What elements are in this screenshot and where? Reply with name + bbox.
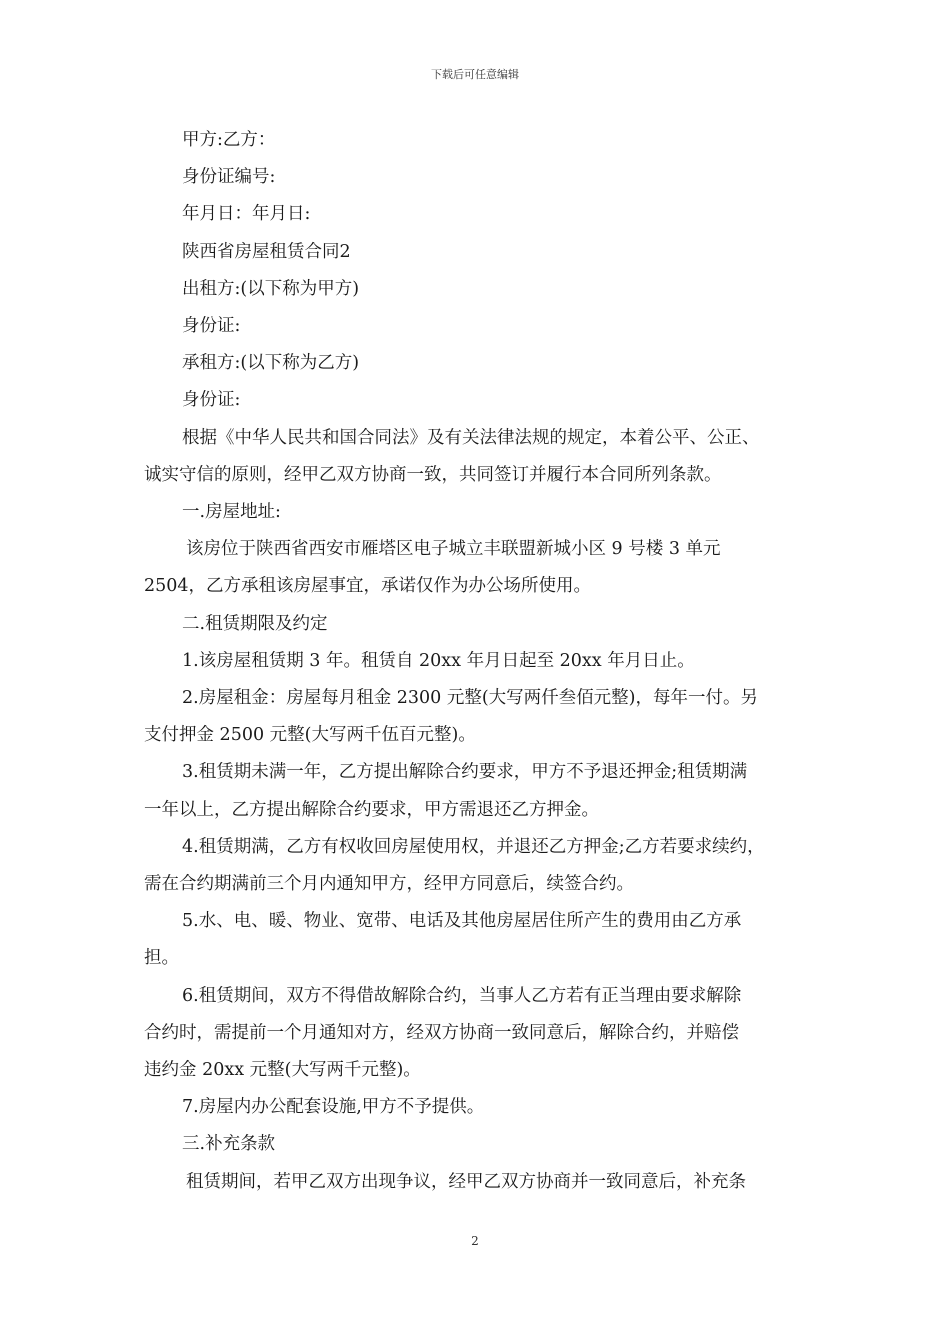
section-heading: 一.房屋地址:	[182, 502, 281, 523]
clause-line: 4.租赁期满，乙方有权收回房屋使用权，并退还乙方押金;乙方若要求续约，	[182, 836, 765, 857]
clause-line: 该房位于陕西省西安市雁塔区电子城立丰联盟新城小区 9 号楼 3 单元	[186, 539, 721, 560]
id-number-line: 身份证编号:	[182, 167, 276, 188]
clause-line: 租赁期间，若甲乙双方出现争议，经甲乙双方协商并一致同意后，补充条	[186, 1171, 746, 1192]
clause-line: 需在合约期满前三个月内通知甲方，经甲方同意后，续签合约。	[144, 874, 634, 895]
contract-title: 陕西省房屋租赁合同2	[182, 241, 351, 262]
page-header: 下载后可任意编辑	[431, 68, 519, 81]
clause-line: 6.租赁期间，双方不得借故解除合约，当事人乙方若有正当理由要求解除	[182, 985, 742, 1006]
clause-line: 违约金 20xx 元整(大写两千元整)。	[144, 1060, 421, 1081]
lessor-line: 出租方:(以下称为甲方)	[182, 278, 360, 299]
section-heading: 三.补充条款	[182, 1134, 276, 1155]
clause-line: 2504，乙方承租该房屋事宜，承诺仅作为办公场所使用。	[144, 576, 592, 597]
preamble-line: 诚实守信的原则，经甲乙双方协商一致，共同签订并履行本合同所列条款。	[144, 464, 722, 485]
page-number: 2	[471, 1234, 479, 1248]
clause-line: 一年以上，乙方提出解除合约要求，甲方需退还乙方押金。	[144, 799, 599, 820]
date-line: 年月日：年月日:	[182, 204, 311, 225]
preamble-line: 根据《中华人民共和国合同法》及有关法律法规的规定，本着公平、公正、	[182, 427, 760, 448]
section-heading: 二.租赁期限及约定	[182, 613, 328, 634]
clause-line: 支付押金 2500 元整(大写两千伍百元整)。	[144, 725, 476, 746]
clause-line: 7.房屋内办公配套设施,甲方不予提供。	[182, 1097, 485, 1118]
lessee-id-line: 身份证:	[182, 390, 241, 411]
clause-line: 担。	[144, 948, 179, 969]
lessor-id-line: 身份证:	[182, 316, 241, 337]
party-line: 甲方:乙方：	[182, 130, 276, 150]
lessee-line: 承租方:(以下称为乙方)	[182, 353, 360, 374]
document-body	[144, 122, 808, 1201]
clause-line: 5.水、电、暖、物业、宽带、电话及其他房屋居住所产生的费用由乙方承	[182, 911, 742, 932]
clause-line: 2.房屋租金：房屋每月租金 2300 元整(大写两仟叁佰元整)，每年一付。另	[182, 688, 759, 709]
clause-line: 1.该房屋租赁期 3 年。租赁自 20xx 年月日起至 20xx 年月日止。	[182, 650, 695, 671]
clause-line: 合约时，需提前一个月通知对方，经双方协商一致同意后，解除合约，并赔偿	[144, 1022, 739, 1043]
clause-line: 3.租赁期未满一年，乙方提出解除合约要求，甲方不予退还押金;租赁期满	[182, 762, 748, 783]
